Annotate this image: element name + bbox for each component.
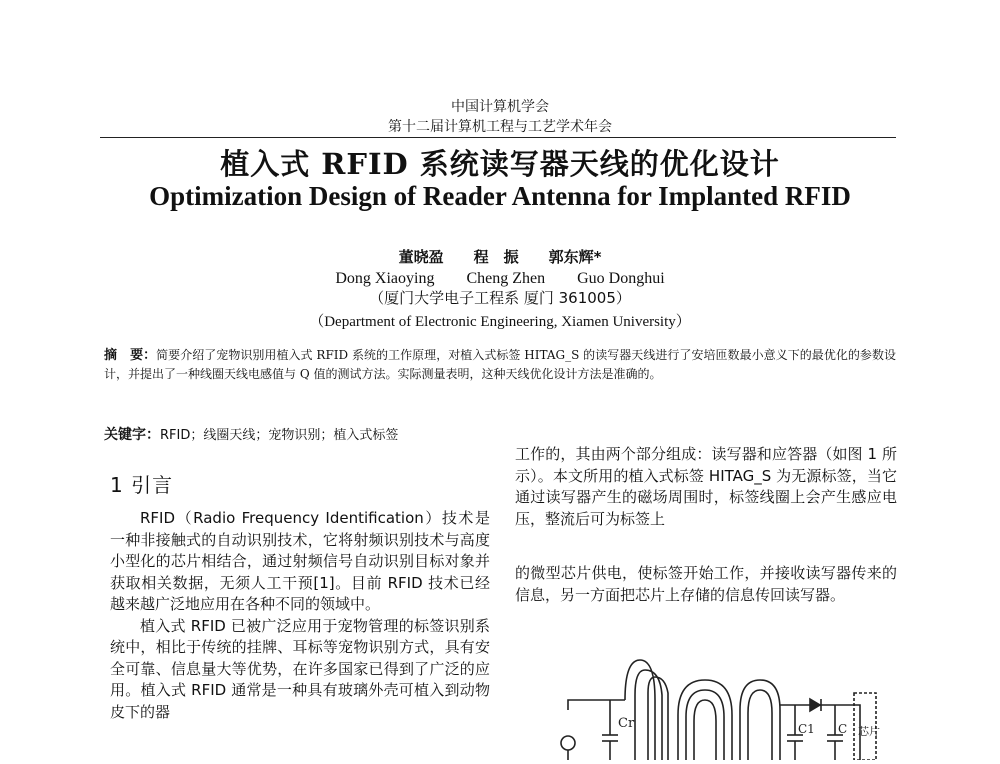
paragraph-system: 工作的，其由两个部分组成：读写器和应答器（如图 1 所示）。本文所用的植入式标签 HITAG_S 为无源标签，当它通过读写器产生的磁场周围时，标签线圈上会产生感应电压，整流后可为标签上 [515,445,897,528]
left-column [110,508,490,723]
title-english: Optimization Design of Reader Antenna for Implanted RFID [149,181,851,211]
authors-english: Dong Xiaoying Cheng Zhen Guo Donghui [335,270,665,287]
right-column-bottom [515,563,897,606]
abstract-label: 摘 要： [104,348,157,363]
conference-name: 中国计算机学会 [451,99,549,115]
tag-coil-icon [740,680,780,760]
authors-chinese: 董晓盈 程 振 郭东辉* [398,248,602,266]
paragraph-implant: 植入式 RFID 已被广泛应用于宠物管理的标签识别系统中，相比于传统的挂牌、耳标等宠物识别方式，具有安全可靠、信息量大等优势，在许多国家已得到了广泛的应用。植入式 RFID 通常是一种具有玻璃外壳可植入到动物皮下的器 [110,616,490,721]
figure-rfid-system [540,655,900,760]
label-chip: 芯片 [858,725,880,738]
keywords [104,424,504,444]
keywords-label: 关键字： [104,427,160,443]
keywords-text: RFID；线圈天线；宠物识别；植入式标签 [160,428,399,443]
section-heading: 1 引言 [110,473,174,497]
header-rule [100,137,896,138]
rfid-circuit-diagram [540,655,900,760]
abstract-text: 简要介绍了宠物识别用植入式 RFID 系统的工作原理，对植入式标签 HITAG_S 的读写器天线进行了安培匝数最小意义下的最优化的参数设计，并提出了一种线圈天线电感值与 Q 值的测试方法。实际测量表明，这种天线优化设计方法是准确的。 [104,348,896,381]
label-c1: C1 [798,722,815,736]
affiliation-chinese: （厦门大学电子工程系 厦门 361005） [369,289,631,307]
paragraph-intro: RFID（Radio Frequency Identification）技术是一种非接触式的自动识别技术，它将射频识别技术与高度小型化的芯片相结合，通过射频信号自动识别目标对象并获取相关数据，无须人工干预[1]。目前 RFID 技术已经越来越广泛地应用在各种不同的领域中。 [110,509,490,613]
conference-session: 第十二届计算机工程与工艺学术年会 [388,119,612,135]
paragraph-chip: 的微型芯片供电，使标签开始工作，并接收读写器传来的信息，另一方面把芯片上存储的信息传回读写器。 [515,564,897,604]
abstract [104,346,896,384]
right-column-top [515,444,897,530]
label-cr: Cr [618,716,635,731]
diode-icon [810,699,820,711]
affiliation-english: （Department of Electronic Engineering, Xiamen University） [309,314,691,330]
source-icon [561,736,575,750]
label-c2: C [838,722,848,736]
reader-coil-icon [625,660,655,760]
title-chinese: 植入式 RFID 系统读写器天线的优化设计 [220,147,780,181]
